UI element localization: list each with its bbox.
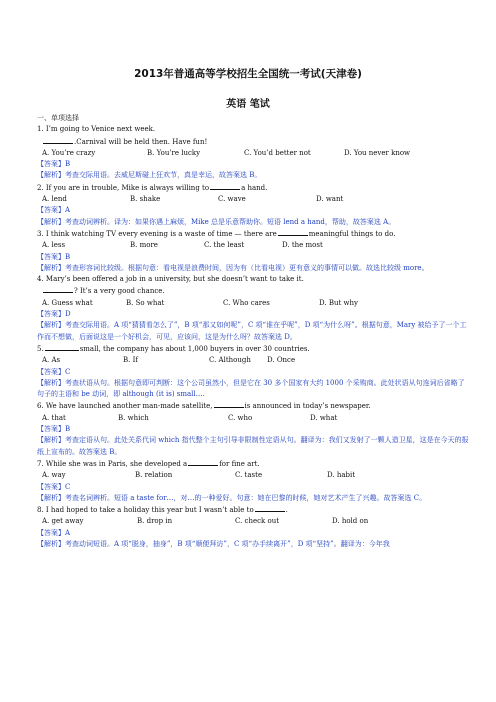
q1-stem: 1. I’m going to Venice next week.	[37, 125, 156, 134]
q5-options	[37, 355, 469, 366]
q7-answer: 【答案】C	[37, 482, 71, 491]
option-a: A. lend	[42, 195, 67, 204]
section-heading: 一、单项选择	[37, 114, 79, 122]
q6-answer: 【答案】B	[37, 425, 71, 434]
option-d: D. Once	[267, 356, 296, 365]
option-d: D. the most	[282, 241, 323, 250]
option-b: B. So what	[126, 298, 165, 307]
answer-blank	[45, 343, 79, 351]
q1-stem-reply: .Carnival will be held then. Have fun!	[37, 136, 469, 148]
document-body	[37, 113, 469, 550]
q3-answer: 【答案】B	[37, 252, 71, 261]
option-a: A. that	[42, 413, 66, 422]
option-d: D. want	[316, 195, 344, 204]
option-a: A. less	[42, 241, 66, 250]
q1-analysis: 【解析】考查交际用语。去威尼斯碰上狂欢节，真是幸运，故答案选 B。	[37, 171, 262, 180]
option-c: C. wave	[218, 195, 246, 204]
option-b: B. You’re lucky	[147, 148, 201, 157]
option-d: D. habit	[327, 471, 356, 480]
option-b: B. shake	[130, 195, 161, 204]
option-d: D. what	[310, 413, 338, 422]
q1-options	[37, 148, 469, 159]
q4-stem-reply: ? It’s a very good chance.	[37, 285, 469, 297]
page-subtitle: 英语 笔试	[226, 99, 270, 110]
q3-options	[37, 240, 469, 251]
answer-blank	[43, 136, 73, 144]
option-d: D. But why	[319, 298, 358, 307]
q3-stem: 3. I think watching TV every evening is a waste of time — there are meaningful things to do.	[37, 229, 396, 238]
q6-stem: 6. We have launched another man-made satellite, is announced in today’s newspaper.	[37, 402, 371, 411]
answer-blank	[188, 458, 218, 466]
q8-analysis: 【解析】考查动词短语。A 项“脱身，抽身”，B 项“顺便拜访”，C 项“办手续离开”，D 项“坚持”。翻译为：今年我	[37, 539, 390, 548]
option-c: C. the least	[204, 241, 245, 250]
option-a: A. Guess what	[42, 298, 93, 307]
q4-analysis: 【解析】考查交际用语。A 项“猜猜看怎么了”，B 项“那又如何呢”，C 项“谁在乎呢”，D 项“为什么呀”。根据句意，Mary 被给予了一个工作而不想做，后面说这是一个好机会，可见，应该问，这是为什么呀？故答案选 D。	[37, 321, 467, 341]
q7-analysis: 【解析】考查名词辨析。短语 a taste for…，对…的一种爱好。句意：她在巴黎的时候，她对艺术产生了兴趣。故答案选 C。	[37, 493, 427, 502]
q4-answer: 【答案】D	[37, 310, 71, 319]
answer-blank	[255, 504, 285, 512]
option-c: C. who	[228, 413, 253, 422]
q5-analysis: 【解析】考查状语从句。根据句意即可判断：这个公司虽然小，但是它在 30 多个国家有大约 1000 个采购商。此处状语从句连词后省略了句子的主语和 be 动词，即 although (it is) small….	[37, 378, 465, 399]
option-d: D. hold on	[332, 517, 369, 526]
q3-analysis: 【解析】考查形容词比较级。根据句意：看电视是浪费时间，因为有（比看电视）更有意义的事情可以做。故选比较级 more。	[37, 263, 429, 272]
option-c: C. Who cares	[223, 298, 270, 307]
option-c: C. Although	[209, 356, 251, 365]
answer-blank	[278, 228, 308, 236]
option-b: B. more	[130, 241, 158, 250]
q2-options	[37, 194, 469, 205]
q2-stem: 2. If you are in trouble, Mike is always willing to a hand.	[37, 183, 268, 192]
q6-analysis: 【解析】考查定语从句。此处关系代词 which 指代整个主句引导非限制性定语从句。翻译为：我们又发射了一颗人造卫星，这是在今天的报纸上宣布的。故答案选 B。	[37, 436, 469, 456]
option-d: D. You never know	[344, 148, 411, 157]
option-b: B. relation	[135, 471, 173, 480]
option-a: A. get away	[42, 517, 84, 526]
option-c: C. taste	[235, 471, 263, 480]
answer-blank	[210, 182, 240, 190]
q8-answer: 【答案】A	[37, 528, 71, 537]
page-title: 2013年普通高等学校招生全国统一考试(天津卷)	[134, 68, 362, 80]
answer-blank	[43, 285, 73, 293]
q2-answer: 【答案】A	[37, 206, 71, 215]
q4-stem: 4. Mary’s been offered a job in a university, but she doesn’t want to take it.	[37, 275, 304, 284]
q8-options	[37, 516, 469, 527]
q2-analysis: 【解析】考查动词辨析。译为：如果你遇上麻烦，Mike 总是乐意帮助你。短语 lend a hand，帮助，故答案选 A。	[37, 217, 396, 226]
q5-stem: 5. small, the company has about 1,000 buyers in over 30 countries.	[37, 344, 310, 353]
option-b: B. drop in	[137, 517, 173, 526]
option-a: A. As	[42, 356, 61, 365]
q6-options	[37, 413, 469, 424]
q5-answer: 【答案】C	[37, 367, 71, 376]
q8-stem: 8. I had hoped to take a holiday this year but I wasn’t able to .	[37, 506, 288, 515]
option-b: B. which	[118, 413, 149, 422]
q1-answer: 【答案】B	[37, 160, 71, 169]
q7-stem: 7. While she was in Paris, she developed a for fine art.	[37, 459, 260, 468]
q7-options	[37, 470, 469, 481]
q4-options	[37, 298, 469, 309]
option-b: B. If	[123, 356, 138, 365]
option-c: C. check out	[235, 517, 280, 526]
option-a: A. You’re crazy	[42, 148, 96, 157]
option-c: C. You’d better not	[244, 148, 311, 157]
answer-blank	[214, 400, 244, 408]
option-a: A. way	[42, 471, 66, 480]
